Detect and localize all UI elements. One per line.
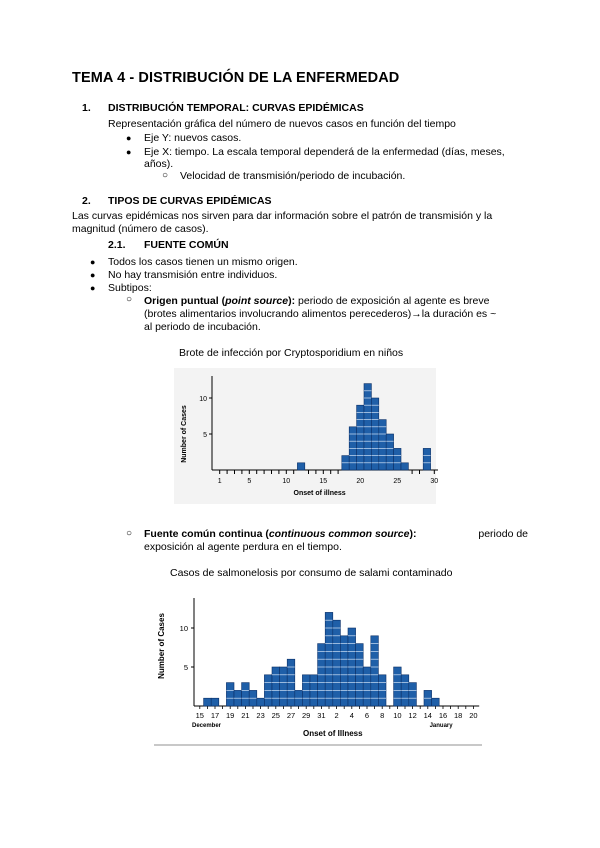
chart-1-bar: [297, 463, 304, 470]
point-source-label-end: ):: [288, 295, 296, 307]
section-1-bullet-1: Eje Y: nuevos casos.: [144, 132, 242, 144]
chart-2-y-tick-label: 5: [183, 663, 188, 672]
chart-2-y-label: Number of Cases: [157, 613, 166, 679]
chart-1-bar: [357, 405, 364, 470]
section-1-intro: Representación gráfica del número de nuevos casos en función del tiempo: [108, 118, 456, 130]
chart-1-y-tick-label: 5: [203, 432, 207, 439]
subsection-bullet-1: Todos los casos tienen un mismo origen.: [108, 256, 298, 268]
chart-1-y-tick-label: 10: [199, 396, 207, 403]
chart-2-bar: [432, 698, 440, 706]
chart-1-bar: [379, 420, 386, 470]
section-1-sub-bullet: Velocidad de transmisión/periodo de incubación.: [180, 170, 406, 182]
chart-2-bar: [280, 667, 288, 706]
chart-2-bar: [340, 636, 348, 706]
chart-2-x-tick-label: 15: [195, 711, 204, 720]
chart-2-bar: [257, 698, 265, 706]
circle-bullet-icon: ○: [126, 294, 133, 305]
circle-bullet-icon: ○: [126, 528, 133, 539]
chart-1-bar: [423, 448, 430, 470]
point-source-text: periodo de exposición al agente es breve: [295, 295, 490, 307]
continuous-source-line-1: [144, 528, 528, 541]
chart-2-x-tick-label: 21: [241, 711, 250, 720]
chart-2-bar: [272, 667, 280, 706]
chart-2-bar: [333, 620, 341, 706]
section-2-number: 2.: [82, 195, 91, 207]
subsection-bullet-3: Subtipos:: [108, 282, 152, 294]
chart-2-month-label: December: [192, 723, 222, 729]
chart-1-x-tick-label: 20: [356, 478, 365, 485]
page-title: TEMA 4 - DISTRIBUCIÓN DE LA ENFERMEDAD: [72, 70, 400, 86]
chart-1-x-tick-label: 5: [247, 478, 252, 485]
bullet-icon: ●: [90, 257, 96, 267]
chart-1-x-tick-label: 30: [430, 478, 439, 485]
chart-2-x-tick-label: 23: [256, 711, 265, 720]
chart-2-y-tick-label: 10: [179, 624, 188, 633]
chart-2-x-tick-label: 14: [423, 711, 432, 720]
section-2-intro-line-1: Las curvas epidémicas nos sirven para dar información sobre el patrón de transmisión y la: [72, 210, 493, 222]
bullet-icon: ●: [90, 270, 96, 280]
chart-2-caption: Casos de salmonelosis por consumo de salami contaminado: [170, 567, 453, 579]
chart-1-x-tick-label: 15: [319, 478, 328, 485]
chart-1-x-label: Onset of illness: [293, 490, 346, 497]
chart-2-x-tick-label: 17: [210, 711, 220, 720]
chart-1: [174, 368, 439, 504]
chart-2-x-tick-label: 16: [438, 711, 448, 720]
point-source-line-1: [144, 295, 489, 308]
chart-2-bar: [409, 683, 417, 706]
chart-1-caption: Brote de infección por Cryptosporidium en niños: [179, 347, 404, 359]
chart-2-x-tick-label: 4: [349, 711, 354, 720]
chart-2-x-tick-label: 19: [226, 711, 235, 720]
chart-2-x-tick-label: 6: [364, 711, 370, 720]
point-source-label: Origen puntual (: [144, 295, 226, 307]
chart-2-x-tick-label: 27: [286, 711, 296, 720]
continuous-source-label-em: continuous common source: [268, 528, 410, 540]
chart-2-x-tick-label: 18: [454, 711, 463, 720]
subsection-bullet-2: No hay transmisión entre individuos.: [108, 269, 278, 281]
section-1-bullet-2-cont: años).: [144, 158, 174, 170]
point-source-label-em: point source: [225, 295, 289, 307]
point-source-line-2: (brotes alimentarios involucrando alimentos perecederos)→la duración es ~: [144, 308, 497, 320]
chart-1-bar: [401, 463, 408, 470]
chart-2-x-tick-label: 10: [393, 711, 402, 720]
section-2-heading: TIPOS DE CURVAS EPIDÉMICAS: [108, 195, 272, 207]
chart-2-x-tick-label: 8: [380, 711, 385, 720]
chart-1-x-tick-label: 25: [393, 478, 402, 485]
subsection-heading: FUENTE COMÚN: [144, 239, 229, 251]
chart-2-x-tick-label: 20: [469, 711, 478, 720]
chart-2-bar: [363, 667, 371, 706]
bullet-icon: ●: [126, 133, 132, 143]
chart-2-bar: [204, 698, 212, 706]
section-2-intro-line-2: magnitud (número de casos).: [72, 223, 209, 235]
chart-2-x-tick-label: 29: [302, 711, 311, 720]
chart-1-x-tick-label: 1: [217, 478, 222, 485]
chart-2-bar: [226, 683, 234, 706]
chart-2-bar: [394, 667, 402, 706]
chart-2-x-tick-label: 25: [271, 711, 280, 720]
point-source-line-3: al periodo de incubación.: [144, 321, 261, 333]
continuous-source-line-2: exposición al agente perdura en el tiempo.: [144, 541, 342, 553]
circle-bullet-icon: ○: [162, 170, 169, 181]
chart-2-x-tick-label: 12: [408, 711, 417, 720]
section-1-heading: DISTRIBUCIÓN TEMPORAL: CURVAS EPIDÉMICAS: [108, 102, 364, 114]
chart-2-bar: [371, 636, 379, 706]
bullet-icon: ●: [90, 283, 96, 293]
chart-2-x-tick-label: 31: [317, 711, 326, 720]
continuous-source-label-end: ):: [409, 528, 417, 540]
chart-1-bar: [394, 448, 401, 470]
chart-2-bar: [211, 698, 219, 706]
chart-2: [152, 592, 484, 748]
chart-2-month-label: January: [429, 723, 453, 729]
chart-1-bar: [386, 434, 393, 470]
chart-1-x-tick-label: 10: [282, 478, 291, 485]
chart-1-y-label: Number of Cases: [181, 405, 188, 463]
chart-2-x-label: Onset of Illness: [303, 729, 363, 738]
section-1-number: 1.: [82, 102, 91, 114]
section-1-bullet-2: Eje X: tiempo. La escala temporal dependerá de la enfermedad (días, meses,: [144, 146, 505, 158]
chart-2-x-tick-label: 2: [334, 711, 339, 720]
continuous-source-label: Fuente común continua (: [144, 528, 269, 540]
continuous-source-text: periodo de: [478, 528, 528, 540]
subsection-number: 2.1.: [108, 239, 126, 251]
chart-2-bar: [242, 683, 250, 706]
bullet-icon: ●: [126, 147, 132, 157]
